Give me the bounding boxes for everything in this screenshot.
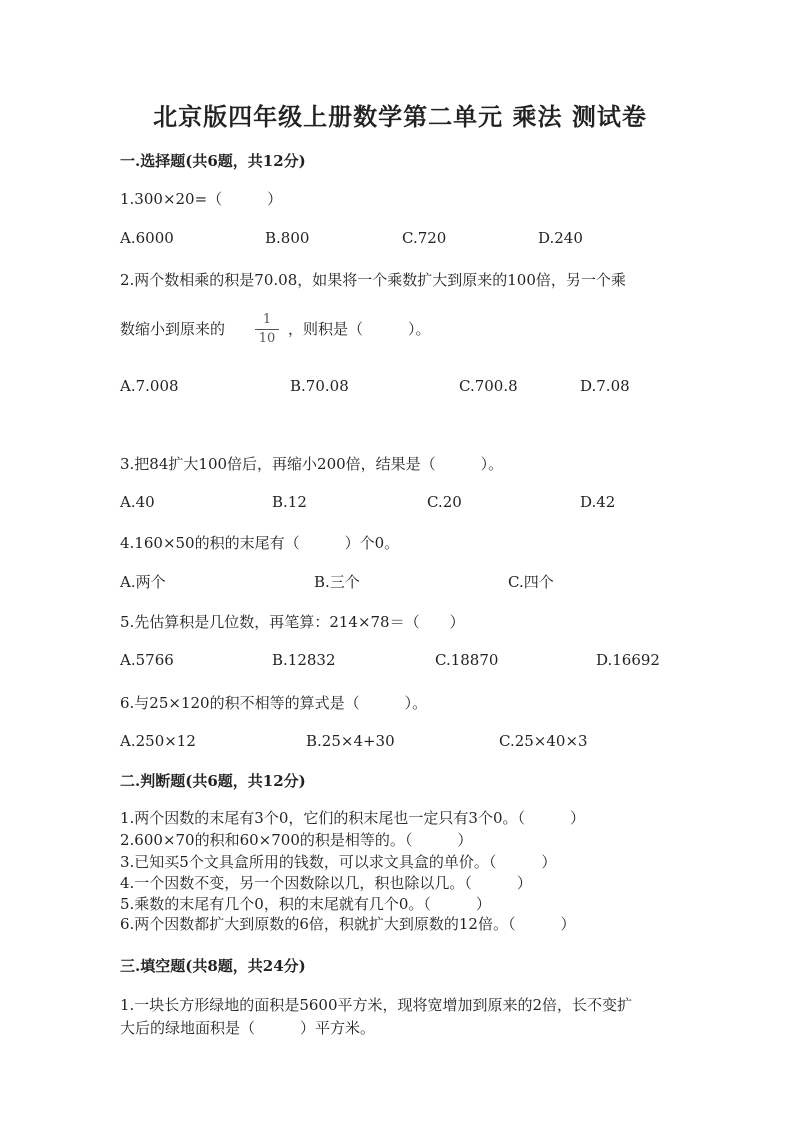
q1-option-a: A.6000 xyxy=(120,229,174,247)
q5-option-b: B.12832 xyxy=(272,651,336,669)
fill-question-1-line1: 1.一块长方形绿地的面积是5600平方米，现将宽增加到原来的2倍，长不变扩 xyxy=(120,996,633,1014)
fraction-one-tenth xyxy=(255,312,279,347)
section-heading-fill: 三.填空题(共8题，共24分) xyxy=(120,957,306,975)
fraction-bar xyxy=(255,329,279,330)
judge-item-1: 1.两个因数的末尾有3个0，它们的积末尾也一定只有3个0。（ ） xyxy=(120,809,585,827)
q3-option-c: C.20 xyxy=(427,493,462,511)
q4-option-a: A.两个 xyxy=(120,573,166,591)
section-heading-choice: 一.选择题(共6题，共12分) xyxy=(120,152,306,170)
q2-option-a: A.7.008 xyxy=(120,377,179,395)
q5-option-c: C.18870 xyxy=(435,651,499,669)
q5-option-a: A.5766 xyxy=(120,651,174,669)
judge-item-5: 5.乘数的末尾有几个0，积的末尾就有几个0。（ ） xyxy=(120,895,491,913)
q2-option-c: C.700.8 xyxy=(459,377,518,395)
q1-option-b: B.800 xyxy=(265,229,310,247)
q6-option-b: B.25×4+30 xyxy=(306,732,395,750)
q4-option-c: C.四个 xyxy=(508,573,554,591)
judge-item-3: 3.已知买5个文具盒所用的钱数，可以求文具盒的单价。（ ） xyxy=(120,853,557,871)
question-4: 4.160×50的积的末尾有（ ）个0。 xyxy=(120,534,400,552)
page-title: 北京版四年级上册数学第二单元 乘法 测试卷 xyxy=(153,102,647,131)
question-2-line2a: 数缩小到原来的 xyxy=(120,320,226,338)
judge-item-4: 4.一个因数不变，另一个因数除以几，积也除以几。（ ） xyxy=(120,874,532,892)
question-2-line1: 2.两个数相乘的积是70.08，如果将一个乘数扩大到原来的100倍，另一个乘 xyxy=(120,271,626,289)
q3-option-d: D.42 xyxy=(580,493,616,511)
q3-option-a: A.40 xyxy=(120,493,155,511)
judge-item-2: 2.600×70的积和60×700的积是相等的。（ ） xyxy=(120,831,473,849)
fill-question-1-line2: 大后的绿地面积是（ ）平方米。 xyxy=(120,1019,376,1037)
q3-option-b: B.12 xyxy=(272,493,307,511)
q6-option-a: A.250×12 xyxy=(120,732,196,750)
fraction-denominator: 10 xyxy=(258,331,276,346)
question-3: 3.把84扩大100倍后，再缩小200倍，结果是（ ）。 xyxy=(120,455,504,473)
q2-option-b: B.70.08 xyxy=(290,377,349,395)
section-heading-judge: 二.判断题(共6题，共12分) xyxy=(120,772,306,790)
q2-option-d: D.7.08 xyxy=(580,377,630,395)
question-1: 1.300×20=（ ） xyxy=(120,190,283,208)
question-2-line2b: ，则积是（ ）。 xyxy=(288,320,431,338)
fraction-numerator: 1 xyxy=(262,312,272,327)
q4-option-b: B.三个 xyxy=(314,573,360,591)
question-5: 5.先估算积是几位数，再笔算：214×78＝（ ） xyxy=(120,613,465,631)
q5-option-d: D.16692 xyxy=(596,651,660,669)
judge-item-6: 6.两个因数都扩大到原数的6倍，积就扩大到原数的12倍。（ ） xyxy=(120,915,576,933)
q1-option-d: D.240 xyxy=(538,229,583,247)
q6-option-c: C.25×40×3 xyxy=(499,732,588,750)
question-6: 6.与25×120的积不相等的算式是（ ）。 xyxy=(120,694,428,712)
q1-option-c: C.720 xyxy=(402,229,447,247)
